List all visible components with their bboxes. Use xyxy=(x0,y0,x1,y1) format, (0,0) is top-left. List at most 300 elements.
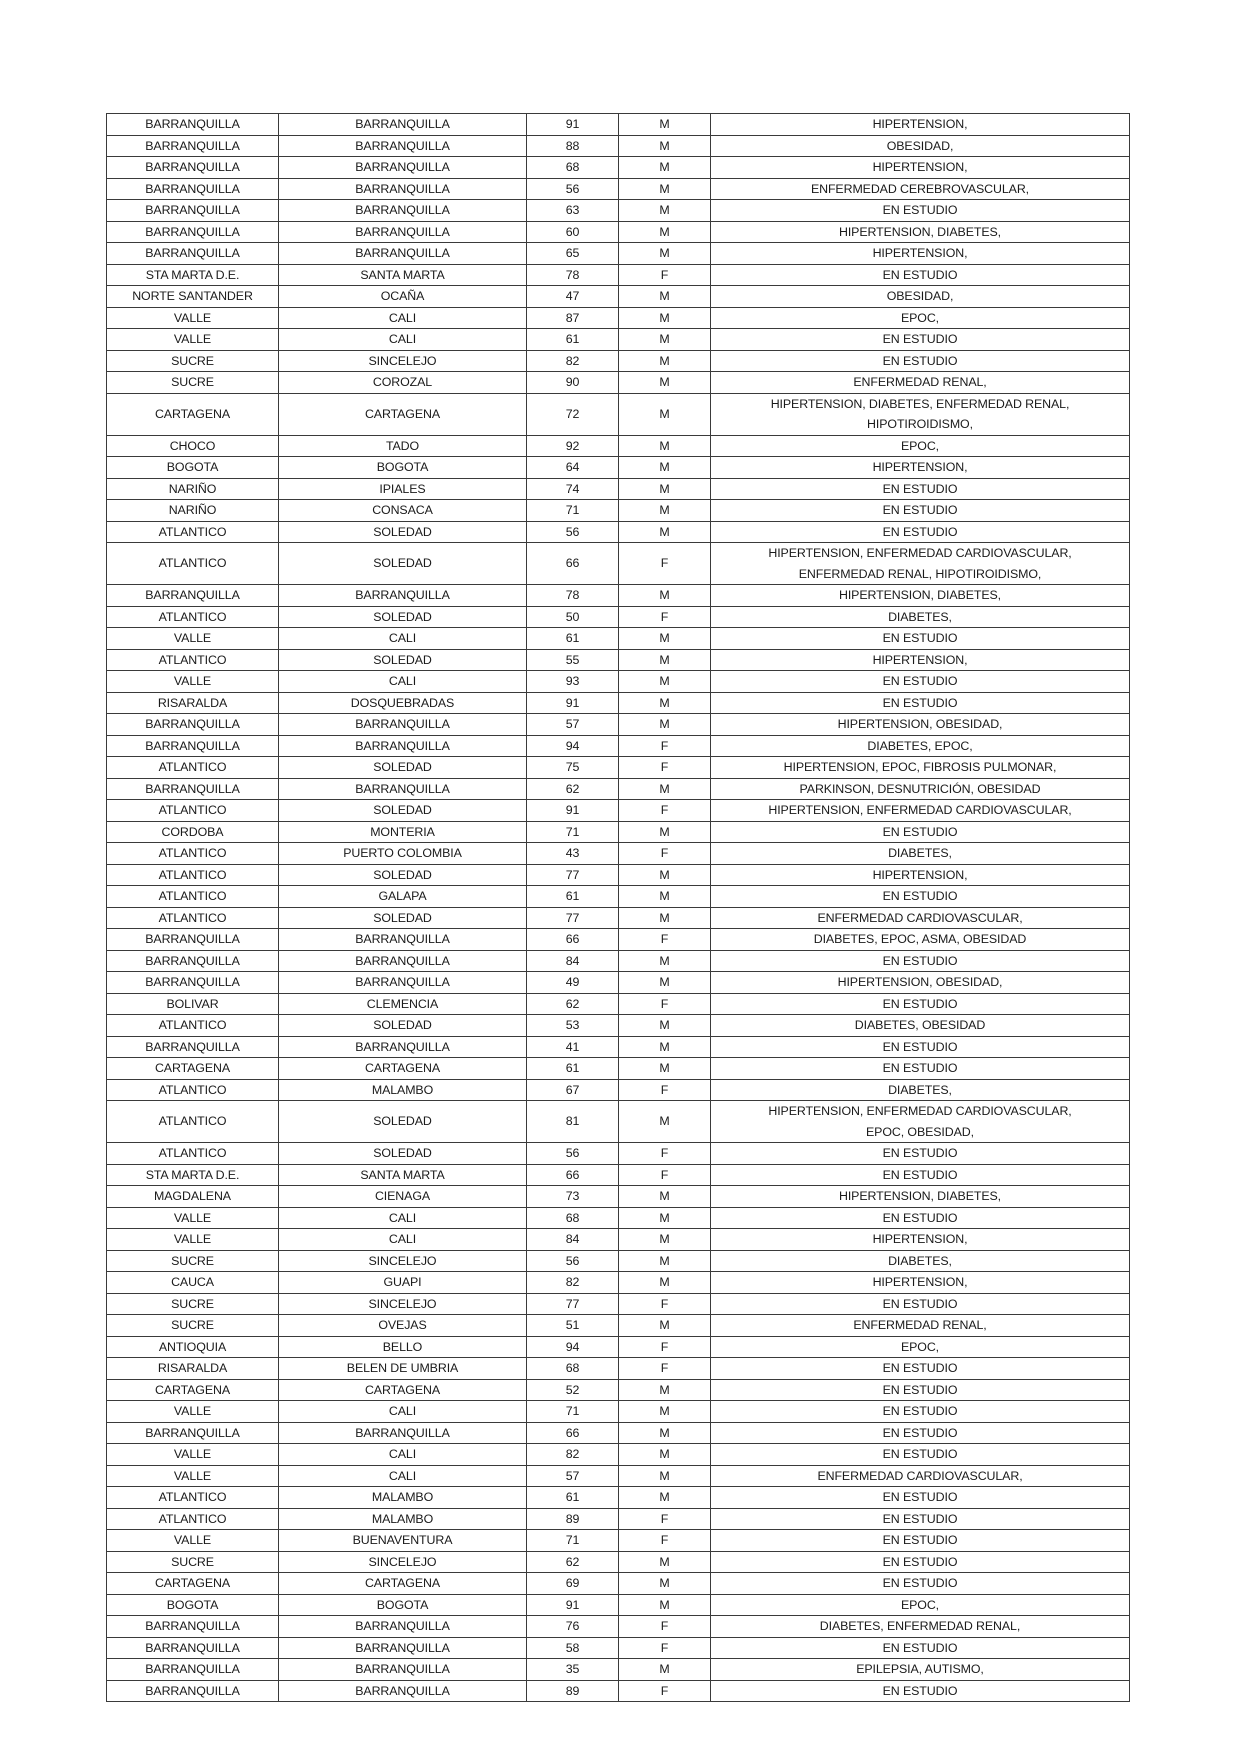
sex-cell: M xyxy=(619,307,711,329)
conditions-cell: HIPERTENSION, xyxy=(711,1272,1130,1294)
sex-cell: M xyxy=(619,1422,711,1444)
municipality-cell: SOLEDAD xyxy=(279,864,527,886)
department-cell: BARRANQUILLA xyxy=(107,1637,279,1659)
department-cell: ATLANTICO xyxy=(107,521,279,543)
table-row xyxy=(107,435,1130,457)
municipality-cell: BARRANQUILLA xyxy=(279,972,527,994)
table-row xyxy=(107,307,1130,329)
municipality-cell: TADO xyxy=(279,435,527,457)
sex-cell: F xyxy=(619,606,711,628)
municipality-cell: SOLEDAD xyxy=(279,606,527,628)
conditions-cell: HIPERTENSION, DIABETES, xyxy=(711,585,1130,607)
conditions-cell: HIPERTENSION, DIABETES, xyxy=(711,1186,1130,1208)
age-cell: 84 xyxy=(527,1229,619,1251)
age-cell: 53 xyxy=(527,1015,619,1037)
age-cell: 66 xyxy=(527,1422,619,1444)
sex-cell: F xyxy=(619,1164,711,1186)
department-cell: BARRANQUILLA xyxy=(107,1422,279,1444)
table-row xyxy=(107,543,1130,585)
department-cell: CARTAGENA xyxy=(107,393,279,435)
department-cell: VALLE xyxy=(107,628,279,650)
conditions-cell: DIABETES, ENFERMEDAD RENAL, xyxy=(711,1616,1130,1638)
age-cell: 91 xyxy=(527,800,619,822)
table-row xyxy=(107,1250,1130,1272)
department-cell: SUCRE xyxy=(107,1293,279,1315)
municipality-cell: CALI xyxy=(279,628,527,650)
sex-cell: M xyxy=(619,157,711,179)
conditions-cell: HIPERTENSION, OBESIDAD, xyxy=(711,714,1130,736)
sex-cell: M xyxy=(619,1379,711,1401)
conditions-cell: EN ESTUDIO xyxy=(711,1293,1130,1315)
conditions-cell: HIPERTENSION, ENFERMEDAD CARDIOVASCULAR, ENFERMEDAD RENAL, HIPOTIROIDISMO, xyxy=(711,543,1130,585)
department-cell: VALLE xyxy=(107,671,279,693)
conditions-cell: EPILEPSIA, AUTISMO, xyxy=(711,1659,1130,1681)
table-row xyxy=(107,457,1130,479)
municipality-cell: BARRANQUILLA xyxy=(279,157,527,179)
municipality-cell: CONSACA xyxy=(279,500,527,522)
age-cell: 64 xyxy=(527,457,619,479)
conditions-cell: EN ESTUDIO xyxy=(711,993,1130,1015)
department-cell: BOGOTA xyxy=(107,1594,279,1616)
age-cell: 89 xyxy=(527,1508,619,1530)
age-cell: 77 xyxy=(527,907,619,929)
table-row xyxy=(107,628,1130,650)
department-cell: ATLANTICO xyxy=(107,907,279,929)
table-row xyxy=(107,500,1130,522)
age-cell: 51 xyxy=(527,1315,619,1337)
municipality-cell: BARRANQUILLA xyxy=(279,585,527,607)
table-row xyxy=(107,649,1130,671)
municipality-cell: MALAMBO xyxy=(279,1487,527,1509)
department-cell: BARRANQUILLA xyxy=(107,178,279,200)
age-cell: 62 xyxy=(527,993,619,1015)
table-row xyxy=(107,1272,1130,1294)
municipality-cell: CARTAGENA xyxy=(279,1058,527,1080)
sex-cell: F xyxy=(619,543,711,585)
municipality-cell: SOLEDAD xyxy=(279,1101,527,1143)
department-cell: BARRANQUILLA xyxy=(107,585,279,607)
conditions-cell: EN ESTUDIO xyxy=(711,1379,1130,1401)
department-cell: VALLE xyxy=(107,1401,279,1423)
conditions-cell: EN ESTUDIO xyxy=(711,350,1130,372)
department-cell: BARRANQUILLA xyxy=(107,221,279,243)
department-cell: SUCRE xyxy=(107,1250,279,1272)
department-cell: ATLANTICO xyxy=(107,606,279,628)
municipality-cell: SOLEDAD xyxy=(279,757,527,779)
table-row xyxy=(107,800,1130,822)
municipality-cell: SOLEDAD xyxy=(279,521,527,543)
table-row xyxy=(107,692,1130,714)
sex-cell: F xyxy=(619,1336,711,1358)
sex-cell: M xyxy=(619,114,711,136)
municipality-cell: SOLEDAD xyxy=(279,649,527,671)
sex-cell: F xyxy=(619,757,711,779)
age-cell: 71 xyxy=(527,1401,619,1423)
table-row xyxy=(107,1530,1130,1552)
age-cell: 71 xyxy=(527,1530,619,1552)
table-row xyxy=(107,671,1130,693)
age-cell: 94 xyxy=(527,1336,619,1358)
department-cell: MAGDALENA xyxy=(107,1186,279,1208)
municipality-cell: BARRANQUILLA xyxy=(279,135,527,157)
municipality-cell: BARRANQUILLA xyxy=(279,200,527,222)
municipality-cell: CALI xyxy=(279,307,527,329)
sex-cell: M xyxy=(619,714,711,736)
sex-cell: F xyxy=(619,800,711,822)
department-cell: ATLANTICO xyxy=(107,1101,279,1143)
municipality-cell: BARRANQUILLA xyxy=(279,1036,527,1058)
municipality-cell: BARRANQUILLA xyxy=(279,243,527,265)
municipality-cell: CALI xyxy=(279,329,527,351)
department-cell: ATLANTICO xyxy=(107,649,279,671)
cases-table-body xyxy=(107,114,1130,1702)
table-row xyxy=(107,864,1130,886)
conditions-cell: EN ESTUDIO xyxy=(711,1680,1130,1702)
table-row xyxy=(107,1379,1130,1401)
age-cell: 58 xyxy=(527,1637,619,1659)
municipality-cell: BUENAVENTURA xyxy=(279,1530,527,1552)
age-cell: 76 xyxy=(527,1616,619,1638)
municipality-cell: BARRANQUILLA xyxy=(279,1680,527,1702)
table-row xyxy=(107,972,1130,994)
municipality-cell: SINCELEJO xyxy=(279,1551,527,1573)
table-row xyxy=(107,1015,1130,1037)
department-cell: BARRANQUILLA xyxy=(107,778,279,800)
department-cell: ATLANTICO xyxy=(107,1487,279,1509)
department-cell: BARRANQUILLA xyxy=(107,714,279,736)
sex-cell: M xyxy=(619,135,711,157)
municipality-cell: BARRANQUILLA xyxy=(279,114,527,136)
table-row xyxy=(107,114,1130,136)
sex-cell: F xyxy=(619,1637,711,1659)
table-row xyxy=(107,821,1130,843)
age-cell: 77 xyxy=(527,864,619,886)
table-row xyxy=(107,1487,1130,1509)
conditions-cell: HIPERTENSION, OBESIDAD, xyxy=(711,972,1130,994)
conditions-cell: HIPERTENSION, xyxy=(711,1229,1130,1251)
department-cell: BARRANQUILLA xyxy=(107,200,279,222)
department-cell: BARRANQUILLA xyxy=(107,114,279,136)
department-cell: ATLANTICO xyxy=(107,864,279,886)
age-cell: 78 xyxy=(527,264,619,286)
department-cell: BARRANQUILLA xyxy=(107,929,279,951)
municipality-cell: BOGOTA xyxy=(279,1594,527,1616)
table-row xyxy=(107,478,1130,500)
table-row xyxy=(107,1616,1130,1638)
sex-cell: M xyxy=(619,649,711,671)
age-cell: 43 xyxy=(527,843,619,865)
sex-cell: M xyxy=(619,500,711,522)
conditions-cell: DIABETES, xyxy=(711,606,1130,628)
table-row xyxy=(107,1315,1130,1337)
department-cell: CHOCO xyxy=(107,435,279,457)
department-cell: VALLE xyxy=(107,1207,279,1229)
conditions-cell: HIPERTENSION, EPOC, FIBROSIS PULMONAR, xyxy=(711,757,1130,779)
age-cell: 92 xyxy=(527,435,619,457)
table-row xyxy=(107,757,1130,779)
table-row xyxy=(107,886,1130,908)
department-cell: CARTAGENA xyxy=(107,1058,279,1080)
municipality-cell: CARTAGENA xyxy=(279,1379,527,1401)
conditions-cell: EN ESTUDIO xyxy=(711,1143,1130,1165)
age-cell: 94 xyxy=(527,735,619,757)
municipality-cell: SINCELEJO xyxy=(279,1293,527,1315)
sex-cell: M xyxy=(619,1594,711,1616)
sex-cell: M xyxy=(619,1229,711,1251)
conditions-cell: EN ESTUDIO xyxy=(711,950,1130,972)
age-cell: 61 xyxy=(527,1058,619,1080)
age-cell: 52 xyxy=(527,1379,619,1401)
table-row xyxy=(107,372,1130,394)
table-row xyxy=(107,221,1130,243)
conditions-cell: EN ESTUDIO xyxy=(711,886,1130,908)
sex-cell: M xyxy=(619,1207,711,1229)
age-cell: 61 xyxy=(527,628,619,650)
age-cell: 88 xyxy=(527,135,619,157)
conditions-cell: EN ESTUDIO xyxy=(711,478,1130,500)
municipality-cell: CALI xyxy=(279,1444,527,1466)
municipality-cell: CALI xyxy=(279,1229,527,1251)
department-cell: BARRANQUILLA xyxy=(107,1616,279,1638)
municipality-cell: CLEMENCIA xyxy=(279,993,527,1015)
sex-cell: M xyxy=(619,286,711,308)
conditions-cell: DIABETES, xyxy=(711,843,1130,865)
sex-cell: F xyxy=(619,1293,711,1315)
sex-cell: M xyxy=(619,1315,711,1337)
department-cell: BARRANQUILLA xyxy=(107,1680,279,1702)
table-row xyxy=(107,178,1130,200)
municipality-cell: COROZAL xyxy=(279,372,527,394)
sex-cell: M xyxy=(619,1659,711,1681)
municipality-cell: SANTA MARTA xyxy=(279,264,527,286)
age-cell: 75 xyxy=(527,757,619,779)
conditions-cell: EN ESTUDIO xyxy=(711,1358,1130,1380)
municipality-cell: CALI xyxy=(279,1465,527,1487)
conditions-cell: EPOC, xyxy=(711,435,1130,457)
cases-table xyxy=(106,113,1130,1702)
table-row xyxy=(107,1594,1130,1616)
table-row xyxy=(107,157,1130,179)
sex-cell: M xyxy=(619,692,711,714)
conditions-cell: OBESIDAD, xyxy=(711,135,1130,157)
sex-cell: M xyxy=(619,178,711,200)
department-cell: CORDOBA xyxy=(107,821,279,843)
age-cell: 91 xyxy=(527,1594,619,1616)
age-cell: 65 xyxy=(527,243,619,265)
table-row xyxy=(107,521,1130,543)
department-cell: STA MARTA D.E. xyxy=(107,264,279,286)
age-cell: 84 xyxy=(527,950,619,972)
age-cell: 71 xyxy=(527,821,619,843)
age-cell: 41 xyxy=(527,1036,619,1058)
table-row xyxy=(107,135,1130,157)
sex-cell: M xyxy=(619,972,711,994)
sex-cell: F xyxy=(619,264,711,286)
department-cell: ATLANTICO xyxy=(107,843,279,865)
municipality-cell: BARRANQUILLA xyxy=(279,950,527,972)
municipality-cell: SOLEDAD xyxy=(279,1143,527,1165)
municipality-cell: BARRANQUILLA xyxy=(279,714,527,736)
conditions-cell: ENFERMEDAD CARDIOVASCULAR, xyxy=(711,1465,1130,1487)
conditions-cell: EN ESTUDIO xyxy=(711,264,1130,286)
sex-cell: F xyxy=(619,735,711,757)
table-row xyxy=(107,1336,1130,1358)
conditions-cell: ENFERMEDAD RENAL, xyxy=(711,1315,1130,1337)
conditions-cell: EN ESTUDIO xyxy=(711,1036,1130,1058)
age-cell: 49 xyxy=(527,972,619,994)
department-cell: VALLE xyxy=(107,307,279,329)
sex-cell: F xyxy=(619,843,711,865)
conditions-cell: HIPERTENSION, DIABETES, ENFERMEDAD RENAL, HIPOTIROIDISMO, xyxy=(711,393,1130,435)
department-cell: ATLANTICO xyxy=(107,757,279,779)
conditions-cell: ENFERMEDAD CEREBROVASCULAR, xyxy=(711,178,1130,200)
age-cell: 89 xyxy=(527,1680,619,1702)
municipality-cell: PUERTO COLOMBIA xyxy=(279,843,527,865)
table-row xyxy=(107,1079,1130,1101)
sex-cell: M xyxy=(619,1487,711,1509)
sex-cell: M xyxy=(619,350,711,372)
age-cell: 81 xyxy=(527,1101,619,1143)
age-cell: 72 xyxy=(527,393,619,435)
municipality-cell: SINCELEJO xyxy=(279,350,527,372)
table-row xyxy=(107,1551,1130,1573)
age-cell: 62 xyxy=(527,778,619,800)
sex-cell: M xyxy=(619,1551,711,1573)
age-cell: 62 xyxy=(527,1551,619,1573)
table-row xyxy=(107,1101,1130,1143)
municipality-cell: CARTAGENA xyxy=(279,393,527,435)
conditions-cell: ENFERMEDAD RENAL, xyxy=(711,372,1130,394)
municipality-cell: BARRANQUILLA xyxy=(279,1659,527,1681)
table-row xyxy=(107,907,1130,929)
conditions-cell: EN ESTUDIO xyxy=(711,1444,1130,1466)
sex-cell: M xyxy=(619,221,711,243)
sex-cell: M xyxy=(619,457,711,479)
table-row xyxy=(107,1036,1130,1058)
conditions-cell: DIABETES, EPOC, xyxy=(711,735,1130,757)
conditions-cell: DIABETES, OBESIDAD xyxy=(711,1015,1130,1037)
age-cell: 91 xyxy=(527,114,619,136)
municipality-cell: SOLEDAD xyxy=(279,1015,527,1037)
municipality-cell: GALAPA xyxy=(279,886,527,908)
conditions-cell: HIPERTENSION, xyxy=(711,864,1130,886)
department-cell: BARRANQUILLA xyxy=(107,735,279,757)
conditions-cell: EN ESTUDIO xyxy=(711,1508,1130,1530)
conditions-cell: PARKINSON, DESNUTRICIÓN, OBESIDAD xyxy=(711,778,1130,800)
conditions-cell: EN ESTUDIO xyxy=(711,1422,1130,1444)
municipality-cell: MONTERIA xyxy=(279,821,527,843)
conditions-cell: DIABETES, xyxy=(711,1250,1130,1272)
municipality-cell: SOLEDAD xyxy=(279,800,527,822)
age-cell: 57 xyxy=(527,1465,619,1487)
sex-cell: M xyxy=(619,1573,711,1595)
municipality-cell: MALAMBO xyxy=(279,1079,527,1101)
department-cell: RISARALDA xyxy=(107,692,279,714)
department-cell: ANTIOQUIA xyxy=(107,1336,279,1358)
table-row xyxy=(107,1229,1130,1251)
sex-cell: M xyxy=(619,821,711,843)
table-row xyxy=(107,606,1130,628)
department-cell: ATLANTICO xyxy=(107,1143,279,1165)
department-cell: BARRANQUILLA xyxy=(107,157,279,179)
age-cell: 60 xyxy=(527,221,619,243)
age-cell: 66 xyxy=(527,929,619,951)
table-row xyxy=(107,1573,1130,1595)
table-row xyxy=(107,1143,1130,1165)
municipality-cell: BARRANQUILLA xyxy=(279,778,527,800)
age-cell: 63 xyxy=(527,200,619,222)
table-row xyxy=(107,1637,1130,1659)
sex-cell: M xyxy=(619,372,711,394)
table-row xyxy=(107,1186,1130,1208)
conditions-cell: ENFERMEDAD CARDIOVASCULAR, xyxy=(711,907,1130,929)
municipality-cell: CALI xyxy=(279,671,527,693)
municipality-cell: DOSQUEBRADAS xyxy=(279,692,527,714)
municipality-cell: SANTA MARTA xyxy=(279,1164,527,1186)
sex-cell: F xyxy=(619,1079,711,1101)
sex-cell: M xyxy=(619,950,711,972)
conditions-cell: DIABETES, EPOC, ASMA, OBESIDAD xyxy=(711,929,1130,951)
conditions-cell: HIPERTENSION, xyxy=(711,649,1130,671)
sex-cell: M xyxy=(619,1058,711,1080)
sex-cell: F xyxy=(619,1508,711,1530)
age-cell: 56 xyxy=(527,1250,619,1272)
municipality-cell: BARRANQUILLA xyxy=(279,735,527,757)
municipality-cell: BARRANQUILLA xyxy=(279,178,527,200)
department-cell: VALLE xyxy=(107,1229,279,1251)
municipality-cell: BELEN DE UMBRIA xyxy=(279,1358,527,1380)
sex-cell: M xyxy=(619,671,711,693)
age-cell: 90 xyxy=(527,372,619,394)
table-row xyxy=(107,1401,1130,1423)
municipality-cell: SOLEDAD xyxy=(279,907,527,929)
age-cell: 61 xyxy=(527,329,619,351)
sex-cell: M xyxy=(619,435,711,457)
sex-cell: F xyxy=(619,1616,711,1638)
age-cell: 78 xyxy=(527,585,619,607)
conditions-cell: EN ESTUDIO xyxy=(711,1487,1130,1509)
table-row xyxy=(107,929,1130,951)
age-cell: 66 xyxy=(527,543,619,585)
age-cell: 91 xyxy=(527,692,619,714)
sex-cell: F xyxy=(619,1530,711,1552)
age-cell: 57 xyxy=(527,714,619,736)
sex-cell: F xyxy=(619,993,711,1015)
table-row xyxy=(107,1058,1130,1080)
department-cell: ATLANTICO xyxy=(107,886,279,908)
table-row xyxy=(107,1659,1130,1681)
municipality-cell: CARTAGENA xyxy=(279,1573,527,1595)
age-cell: 77 xyxy=(527,1293,619,1315)
table-row xyxy=(107,1293,1130,1315)
sex-cell: M xyxy=(619,521,711,543)
sex-cell: M xyxy=(619,243,711,265)
age-cell: 50 xyxy=(527,606,619,628)
department-cell: VALLE xyxy=(107,329,279,351)
department-cell: SUCRE xyxy=(107,372,279,394)
municipality-cell: SOLEDAD xyxy=(279,543,527,585)
sex-cell: M xyxy=(619,200,711,222)
age-cell: 66 xyxy=(527,1164,619,1186)
department-cell: BARRANQUILLA xyxy=(107,972,279,994)
age-cell: 61 xyxy=(527,886,619,908)
conditions-cell: EN ESTUDIO xyxy=(711,1573,1130,1595)
sex-cell: M xyxy=(619,1036,711,1058)
age-cell: 67 xyxy=(527,1079,619,1101)
table-row xyxy=(107,1508,1130,1530)
conditions-cell: EN ESTUDIO xyxy=(711,1530,1130,1552)
age-cell: 68 xyxy=(527,157,619,179)
